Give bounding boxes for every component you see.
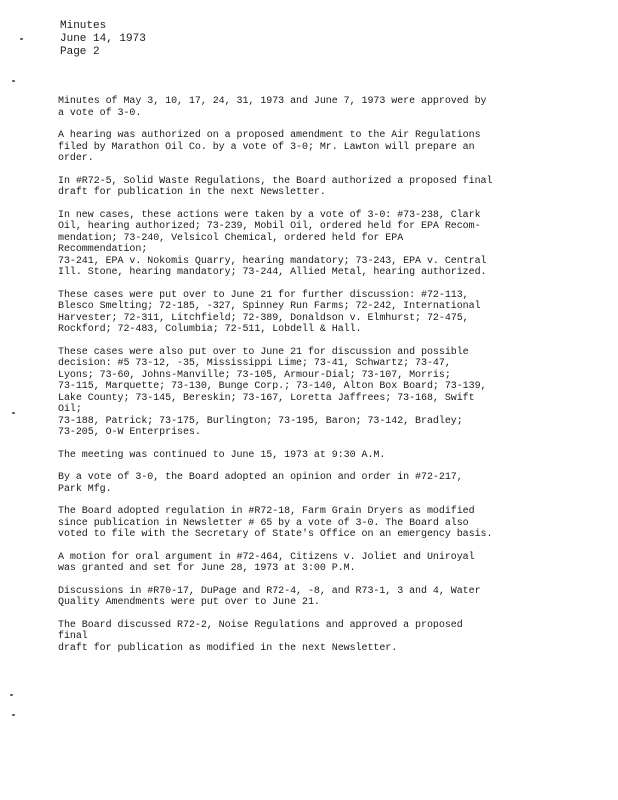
paragraph-air-hearing: A hearing was authorized on a proposed amendment to the Air Regulations filed by Marathon Oil Co. by a vote of 3-0; Mr. Lawton will prepare an order. <box>58 130 481 164</box>
header-title: Minutes <box>60 20 107 32</box>
scan-speck <box>12 80 15 82</box>
paragraph-noise-regulations: The Board discussed R72-2, Noise Regulations and approved a proposed final draft for publication as modified in the next Newsletter. <box>58 619 463 654</box>
paragraph-meeting-continued: The meeting was continued to June 15, 1973 at 9:30 A.M. <box>58 449 386 461</box>
paragraph-new-cases: In new cases, these actions were taken by a vote of 3-0: #73-238, Clark Oil, hearing authorized; 73-239, Mobil Oil, ordered held for EPA Recom- mendation; 73-240, Velsicol Chemical, ordered held for EPA Recommendation; 73-241, EPA v. Nokomis Quarry, hearing mandatory; 73-243, EPA v. Central Ill. Stone, hearing mandatory; 73-244, Allied Metal, hearing authorized. <box>58 209 487 278</box>
scan-speck <box>12 412 15 414</box>
minutes-body <box>58 96 498 665</box>
paragraph-cases-further-discussion: These cases were put over to June 21 for further discussion: #72-113, Blesco Smelting; 72-185, -327, Spinney Run Farms; 72-242, International Harvester; 72-311, Litchfield; 72-389, Donaldson v. Elmhurst; 72-475, Rockford; 72-483, Columbia; 72-511, Lobdell & Hall. <box>58 289 481 335</box>
scan-speck <box>10 694 13 696</box>
paragraph-park-mfg: By a vote of 3-0, the Board adopted an opinion and order in #72-217, Park Mfg. <box>58 472 463 495</box>
paragraph-oral-argument: A motion for oral argument in #72-464, Citizens v. Joliet and Uniroyal was granted and set for June 28, 1973 at 3:00 P.M. <box>58 551 475 574</box>
header-date: June 14, 1973 <box>60 33 146 45</box>
paragraph-water-quality: Discussions in #R70-17, DuPage and R72-4, -8, and R73-1, 3 and 4, Water Quality Amendments were put over to June 21. <box>58 585 481 608</box>
paragraph-grain-dryers: The Board adopted regulation in #R72-18, Farm Grain Dryers as modified since publication in Newsletter # 65 by a vote of 3-0. The Board also voted to file with the Secretary of State's Office on an emergency basis. <box>58 506 493 540</box>
page-header <box>60 20 146 59</box>
paragraph-cases-possible-decision: These cases were also put over to June 21 for discussion and possible decision: #5 73-12, -35, Mississippi Lime; 73-41, Schwartz; 73-47, Lyons; 73-60, Johns-Manville; 73-105, Armour-Dial; 73-107, Morris; 73-115, Marquette; 73-130, Bunge Corp.; 73-140, Alton Box Board; 73-139, Lake County; 73-145, Bereskin; 73-167, Loretta Jaffrees; 73-168, Swift Oil; 73-188, Patrick; 73-175, Burlington; 73-195, Baron; 73-142, Bradley; 73-205, O-W Enterprises. <box>58 346 487 438</box>
scan-speck <box>20 38 23 40</box>
scan-speck <box>12 714 15 716</box>
header-page-number: Page 2 <box>60 46 100 58</box>
paragraph-minutes-approved: Minutes of May 3, 10, 17, 24, 31, 1973 and June 7, 1973 were approved by a vote of 3-0. <box>58 96 487 119</box>
paragraph-solid-waste: In #R72-5, Solid Waste Regulations, the Board authorized a proposed final draft for publication in the next Newsletter. <box>58 175 493 198</box>
